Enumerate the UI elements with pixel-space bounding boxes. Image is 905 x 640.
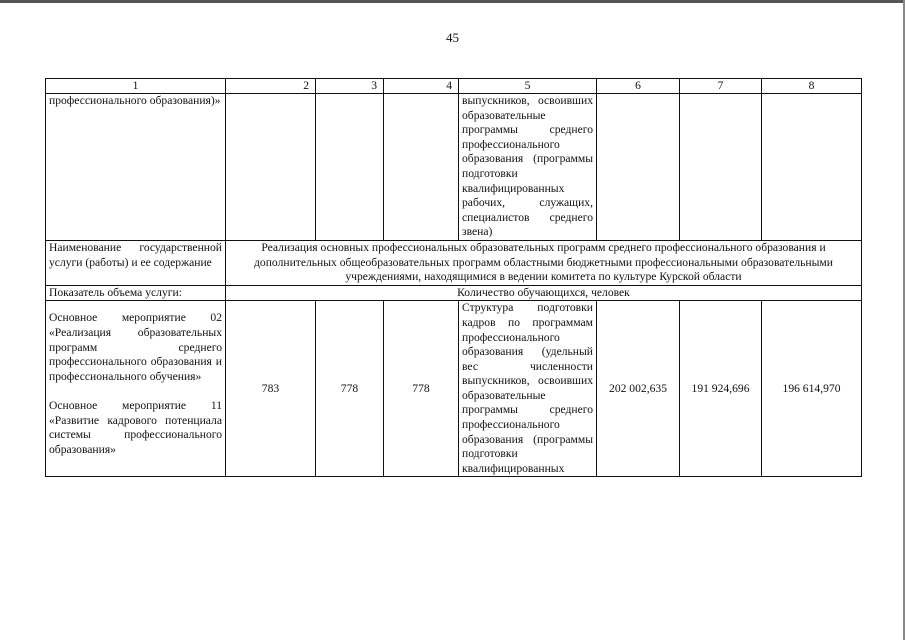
measure-02-text: Основное мероприятие 02 «Реализация образовательных программ среднего профессионального образования и профессионального обучения» xyxy=(49,311,222,383)
column-number-8: 8 xyxy=(762,79,862,94)
program-table xyxy=(45,78,862,477)
continuation-col8 xyxy=(762,94,862,241)
main-col5-indicator: Структура подготовки кадров по программам профессионального образования (удельный вес численности выпускников, освоивших образовательные программы среднего профессионального образования (программы подготовки квалифицированных xyxy=(459,301,597,477)
service-name-row xyxy=(46,240,862,285)
continuation-col7 xyxy=(680,94,762,241)
continuation-col1: профессионального образования)» xyxy=(46,94,226,241)
main-col6-value: 202 002,635 xyxy=(597,301,680,477)
continuation-row xyxy=(46,94,862,241)
measure-11-text: Основное мероприятие 11 «Развитие кадрового потенциала системы профессионального образования» xyxy=(49,399,222,457)
main-col7-value: 191 924,696 xyxy=(680,301,762,477)
column-number-5: 5 xyxy=(459,79,597,94)
continuation-col3 xyxy=(316,94,384,241)
column-number-3: 3 xyxy=(316,79,384,94)
column-number-4: 4 xyxy=(384,79,459,94)
indicator-label: Показатель объема услуги: xyxy=(46,285,226,301)
continuation-col6 xyxy=(597,94,680,241)
service-name-content: Реализация основных профессиональных образовательных программ среднего профессионального образования и дополнительных общеобразовательных программ областными бюджетными профессиональными образовательными учреждениями, находящимися в ведении комитета по культуре Курской области xyxy=(226,240,862,285)
page-number: 45 xyxy=(446,30,459,45)
main-col2-value: 783 xyxy=(226,301,316,477)
column-number-1: 1 xyxy=(46,79,226,94)
main-col4-value: 778 xyxy=(384,301,459,477)
main-measure-row xyxy=(46,301,862,477)
column-number-6: 6 xyxy=(597,79,680,94)
main-measures-cell xyxy=(46,301,226,477)
continuation-col4 xyxy=(384,94,459,241)
main-col8-value: 196 614,970 xyxy=(762,301,862,477)
column-number-7: 7 xyxy=(680,79,762,94)
indicator-content: Количество обучающихся, человек xyxy=(226,285,862,301)
scan-top-edge xyxy=(0,0,905,3)
column-number-row xyxy=(46,79,862,94)
service-name-label: Наименование государственной услуги (работы) и ее содержание xyxy=(46,240,226,285)
continuation-col5: выпускников, освоивших образовательные программы среднего профессионального образования (программы подготовки квалифицированных рабочих, служащих, специалистов среднего звена) xyxy=(459,94,597,241)
main-col3-value: 778 xyxy=(316,301,384,477)
indicator-row xyxy=(46,285,862,301)
column-number-2: 2 xyxy=(226,79,316,94)
continuation-col2 xyxy=(226,94,316,241)
